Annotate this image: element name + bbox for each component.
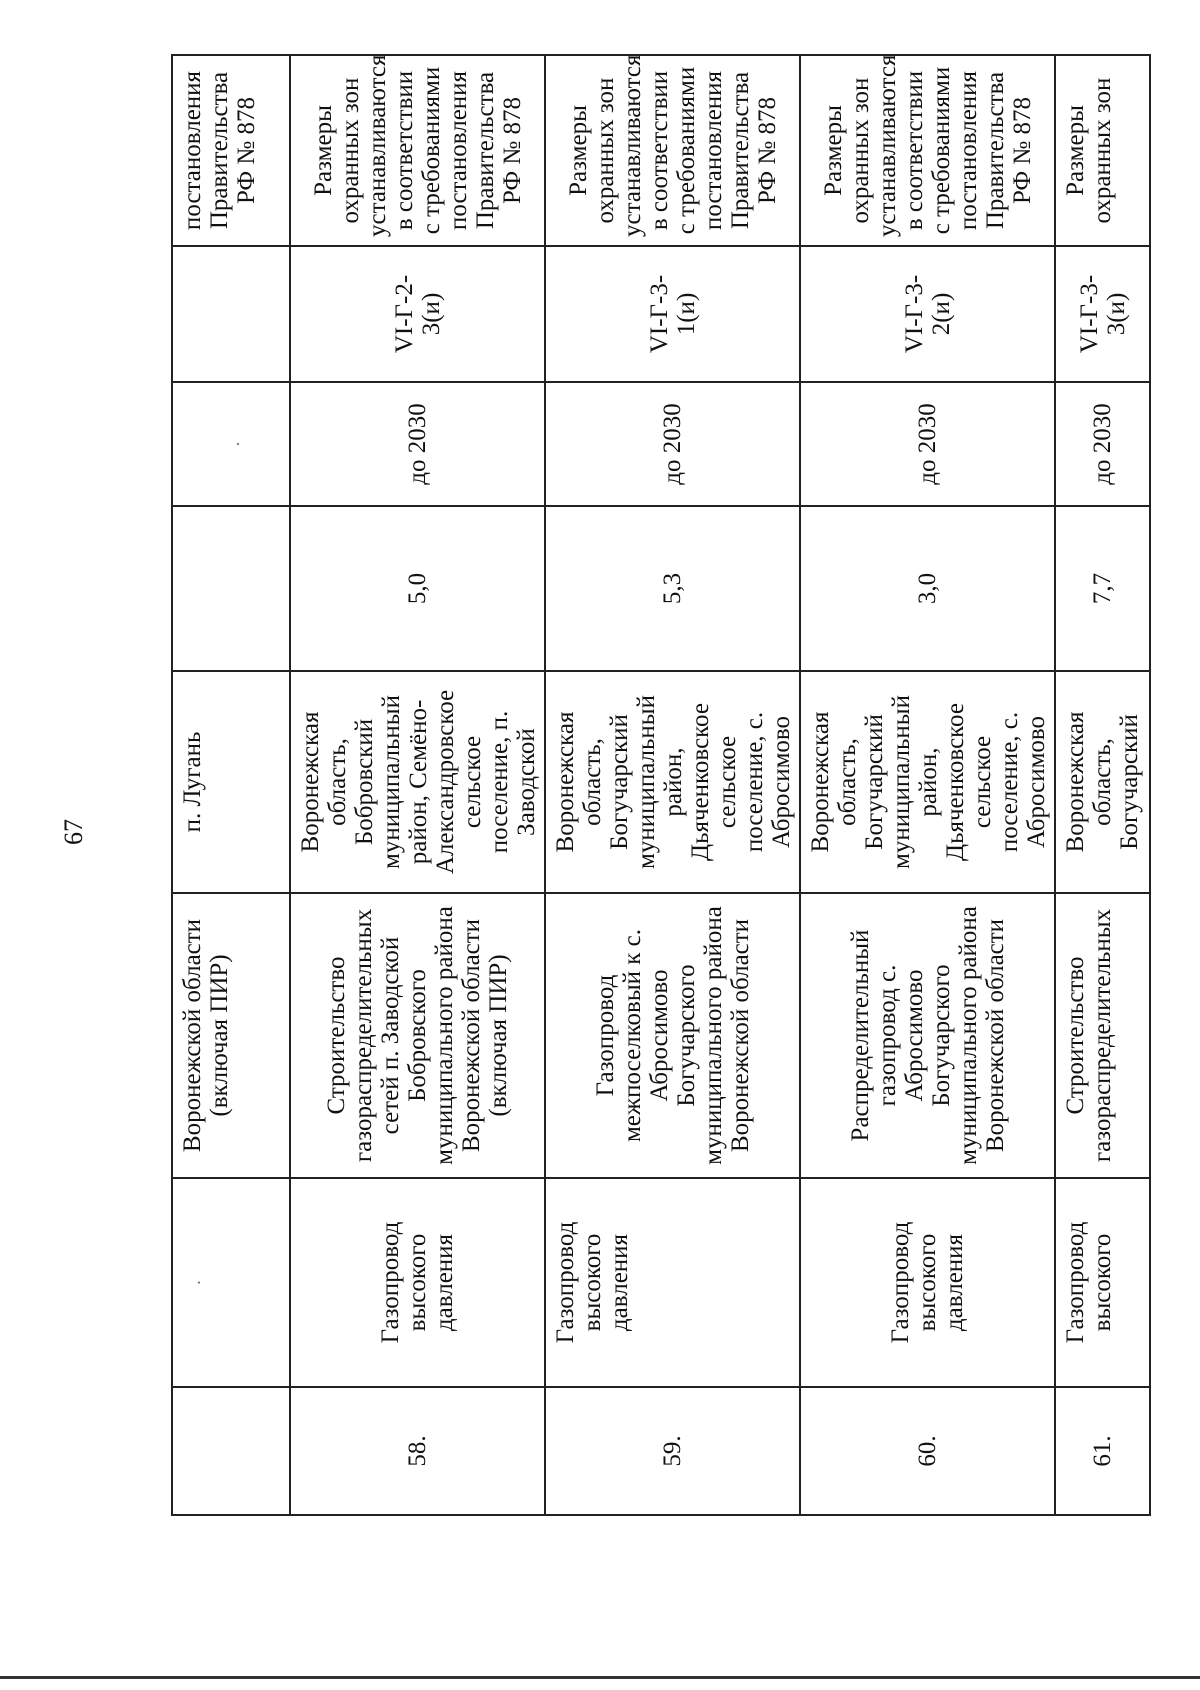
cell-length: 5,0 bbox=[290, 506, 545, 671]
cell-term: до 2030 bbox=[800, 382, 1055, 506]
cell-zone: Размеры охранных зон устанавливаются в соответствии с требованиями постановления Правительства РФ № 878 bbox=[545, 55, 800, 246]
table-row bbox=[1055, 55, 1150, 1515]
table-row bbox=[545, 55, 800, 1515]
page-number: 67 bbox=[59, 819, 88, 845]
cell-name: Строительство газораспределительных сетей п. Заводской Бобровского муниципального района Воронежской области (включая ПИР) bbox=[290, 893, 545, 1178]
cell-name: Газопровод межпоселковый к с. Абросимово Богучарского муниципального района Воронежской области bbox=[545, 893, 800, 1178]
page-bottom-rule bbox=[0, 1676, 1200, 1679]
cell-term: . bbox=[172, 382, 290, 506]
cell-zone: Размеры охранных зон устанавливаются в соответствии с требованиями постановления Правительства РФ № 878 bbox=[800, 55, 1055, 246]
cell-zone: Размеры охранных зон устанавливаются в соответствии с требованиями постановления Правительства РФ № 878 bbox=[290, 55, 545, 246]
cell-type: Газопровод высокого давления bbox=[800, 1178, 1055, 1387]
cell-name: Воронежской области (включая ПИР) bbox=[172, 893, 290, 1178]
cell-num: 58. bbox=[290, 1387, 545, 1515]
cell-name: Строительство газораспределительных bbox=[1055, 893, 1150, 1178]
cell-type: Газопровод высокого давления bbox=[290, 1178, 545, 1387]
cell-num: 59. bbox=[545, 1387, 800, 1515]
cell-location: Воронежская область, Богучарский bbox=[1055, 671, 1150, 893]
cell-code: VI-Г-2-3(и) bbox=[290, 246, 545, 382]
cell-code: VI-Г-3-2(и) bbox=[800, 246, 1055, 382]
table-row bbox=[290, 55, 545, 1515]
cell-zone: постановления Правительства РФ № 878 bbox=[172, 55, 290, 246]
cell-term: до 2030 bbox=[290, 382, 545, 506]
cell-location: Воронежская область, Богучарский муниципальный район, Дьяченковское сельское поселение, с. Абросимово bbox=[800, 671, 1055, 893]
objects-table bbox=[171, 54, 1151, 1516]
cell-code bbox=[172, 246, 290, 382]
cell-term: до 2030 bbox=[545, 382, 800, 506]
cell-num: 60. bbox=[800, 1387, 1055, 1515]
cell-location: Воронежская область, Богучарский муниципальный район, Дьяченковское сельское поселение, с. Абросимово bbox=[545, 671, 800, 893]
table-row-continuation bbox=[172, 55, 290, 1515]
cell-length: 7,7 bbox=[1055, 506, 1150, 671]
cell-code: VI-Г-3-1(и) bbox=[545, 246, 800, 382]
cell-name: Распределительный газопровод с. Абросимово Богучарского муниципального района Воронежской области bbox=[800, 893, 1055, 1178]
cell-num: 61. bbox=[1055, 1387, 1150, 1515]
cell-length: 3,0 bbox=[800, 506, 1055, 671]
cell-term: до 2030 bbox=[1055, 382, 1150, 506]
cell-zone: Размеры охранных зон bbox=[1055, 55, 1150, 246]
rotated-table-container bbox=[171, 54, 1143, 1516]
cell-code: VI-Г-3-3(и) bbox=[1055, 246, 1150, 382]
cell-num bbox=[172, 1387, 290, 1515]
cell-location: Воронежская область, Бобровский муниципальный район, Семёно-Александровское сельское поселение, п. Заводской bbox=[290, 671, 545, 893]
cell-length bbox=[172, 506, 290, 671]
cell-length: 5,3 bbox=[545, 506, 800, 671]
cell-type: Газопровод высокого bbox=[1055, 1178, 1150, 1387]
cell-location: п. Лугань bbox=[172, 671, 290, 893]
cell-type: . bbox=[172, 1178, 290, 1387]
cell-type: Газопровод высокого давления bbox=[545, 1178, 800, 1387]
table-row bbox=[800, 55, 1055, 1515]
